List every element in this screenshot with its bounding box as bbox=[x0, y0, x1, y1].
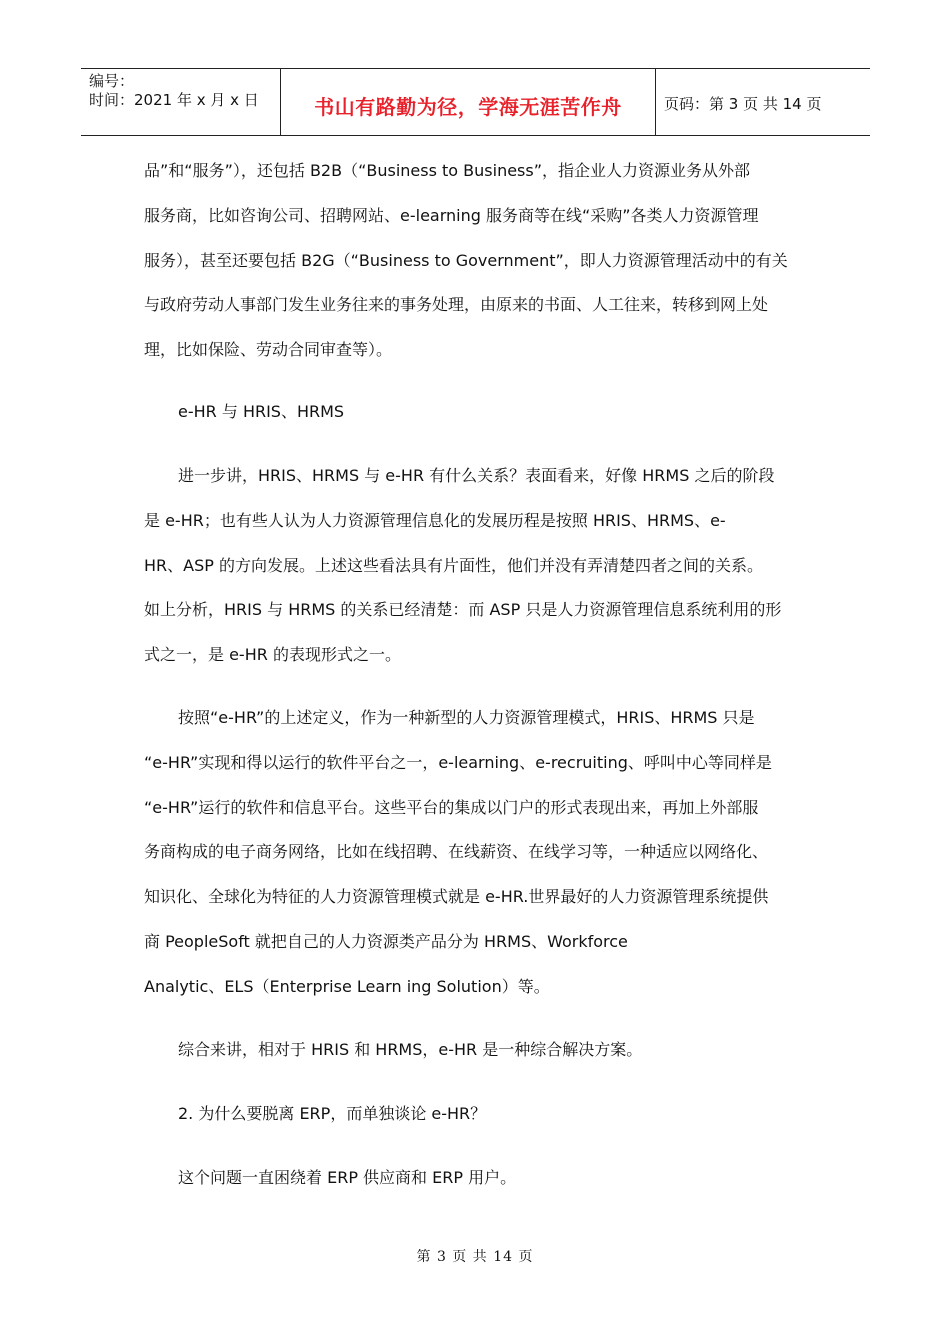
text-line: 品”和“服务”），还包括 B2B（“Business to Business”，指企业人力资源业务从外部 bbox=[144, 161, 751, 180]
text-line: 服务商，比如咨询公司、招聘网站、e-learning 服务商等在线“采购”各类人力资源管理 bbox=[144, 205, 759, 225]
paragraph-ehr-definition bbox=[144, 696, 814, 1010]
text-line: 式之一，是 e-HR 的表现形式之一。 bbox=[144, 645, 401, 665]
text-line: 2. 为什么要脱离 ERP，而单独谈论 e-HR？ bbox=[178, 1104, 487, 1123]
paragraph-relationship bbox=[144, 454, 814, 678]
text-line: 与政府劳动人事部门发生业务往来的事务处理，由原来的书面、人工往来，转移到网上处 bbox=[144, 295, 769, 315]
text-line: “e-HR”实现和得以运行的软件平台之一，e-learning、e-recruiting、呼叫中心等同样是 bbox=[144, 752, 772, 772]
document-header bbox=[81, 68, 870, 136]
text-line: 知识化、全球化为特征的人力资源管理模式就是 e-HR.世界最好的人力资源管理系统提供 bbox=[144, 887, 769, 907]
text-line: 理，比如保险、劳动合同审查等）。 bbox=[144, 340, 393, 360]
section-heading-ehr-hris-hrms bbox=[144, 390, 814, 435]
serial-label: 编号： bbox=[89, 72, 135, 90]
text-line: Analytic、ELS（Enterprise Learn ing Solution）等。 bbox=[144, 976, 550, 996]
text-line: 这个问题一直困绕着 ERP 供应商和 ERP 用户。 bbox=[178, 1168, 517, 1187]
section-heading-why-separate-erp bbox=[144, 1092, 814, 1137]
text-line: 商 PeopleSoft 就把自己的人力资源类产品分为 HRMS、Workforce bbox=[144, 931, 628, 951]
text-line: 务商构成的电子商务网络，比如在线招聘、在线薪资、在线学习等，一种适应以网络化、 bbox=[144, 842, 769, 862]
paragraph-b2b-b2g bbox=[144, 149, 814, 373]
text-line: 是 e-HR；也有些人认为人力资源管理信息化的发展历程是按照 HRIS、HRMS、e- bbox=[144, 510, 726, 530]
text-line: 服务），甚至还要包括 B2G（“Business to Government”，即人力资源管理活动中的有关 bbox=[144, 250, 788, 270]
page-code: 页码：第 3 页 共 14 页 bbox=[664, 95, 822, 113]
text-line: “e-HR”运行的软件和信息平台。这些平台的集成以门户的形式表现出来，再加上外部服 bbox=[144, 797, 759, 817]
header-motto-cell bbox=[281, 69, 656, 135]
header-page-cell bbox=[656, 69, 870, 135]
text-line: 综合来讲，相对于 HRIS 和 HRMS，e-HR 是一种综合解决方案。 bbox=[178, 1040, 643, 1059]
date-label: 时间：2021 年 x 月 x 日 bbox=[89, 91, 259, 109]
header-meta-cell bbox=[81, 69, 281, 135]
text-line: 按照“e-HR”的上述定义，作为一种新型的人力资源管理模式，HRIS、HRMS 只是 bbox=[178, 708, 755, 727]
page-footer: 第 3 页 共 14 页 bbox=[416, 1249, 534, 1265]
paragraph-summary bbox=[144, 1028, 814, 1073]
text-line: 如上分析，HRIS 与 HRMS 的关系已经清楚：而 ASP 只是人力资源管理信息系统利用的形 bbox=[144, 600, 782, 620]
paragraph-erp-question bbox=[144, 1156, 814, 1201]
motto-text: 书山有路勤为径，学海无涯苦作舟 bbox=[314, 95, 622, 119]
text-line: e-HR 与 HRIS、HRMS bbox=[178, 402, 345, 421]
text-line: 进一步讲，HRIS、HRMS 与 e-HR 有什么关系？表面看来，好像 HRMS 之后的阶段 bbox=[178, 466, 775, 485]
text-line: HR、ASP 的方向发展。上述这些看法具有片面性，他们并没有弄清楚四者之间的关系。 bbox=[144, 555, 763, 575]
